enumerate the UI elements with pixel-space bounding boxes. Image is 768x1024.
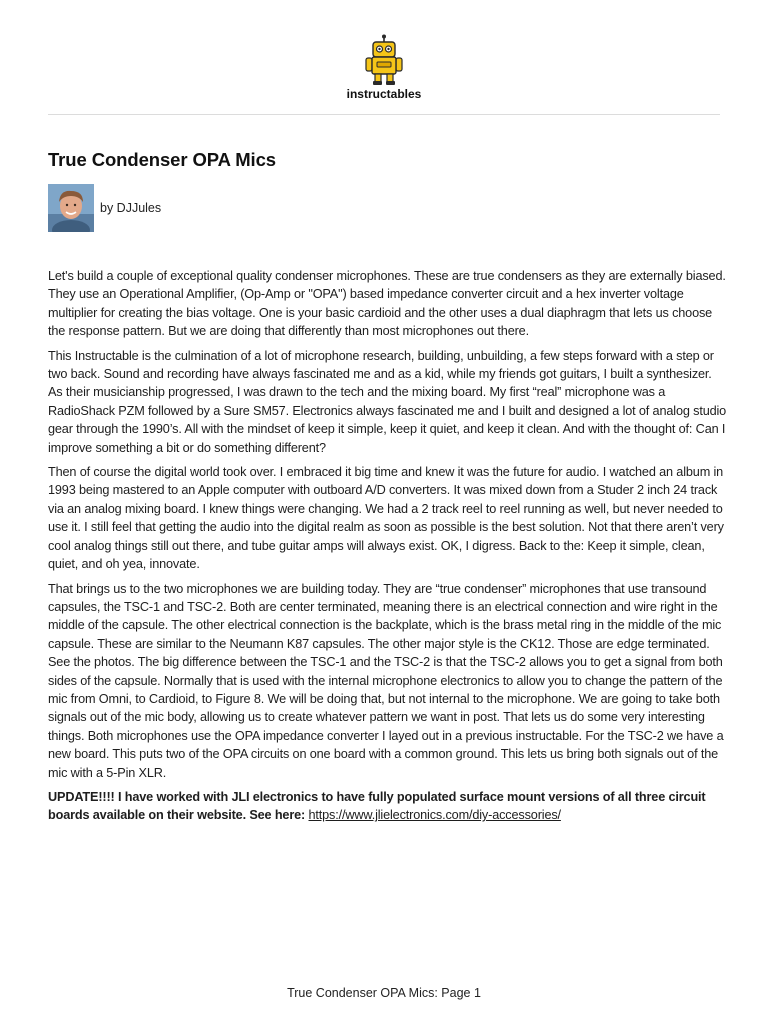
page-footer: True Condenser OPA Mics: Page 1: [287, 986, 481, 1000]
header: [0, 0, 768, 116]
paragraph-intro: Let's build a couple of exceptional quality condenser microphones. These are true condensers as they are externally biased. They use an Operational Amplifier, (Op-Amp or "OPA") based impedance converter circuit and a hex inverter voltage multiplier for creating the bias voltage. One is your basic cardioid and the other uses a dual diaphragm that lets us choose the response pattern. But we are doing that differently than most microphones out there.: [48, 269, 726, 339]
update-text: UPDATE!!!! I have worked with JLI electronics to have fully populated surface mount versions of all three circuit boards available on their website. See here:: [48, 789, 706, 823]
header-divider: [48, 114, 720, 115]
paragraph-digital: Then of course the digital world took over. I embraced it big time and knew it was the future for audio. I watched an album in 1993 being mastered to an Apple computer with outboard A/D converters. It was mixed down from a Studer 2 inch 24 track via an analog mixing board. I knew things were changing. We had a 2 track reel to reel running as well, but never needed to use it. I still feel that getting the audio into the digital realm as soon as possible is the best solution. Not that there aren’t very cool analog things still out there, and tube guitar amps will always exist. OK, I digress. Back to the: Keep it simple, clean, quiet, and oh yea, innovate.: [48, 465, 724, 572]
update-note: [48, 788, 728, 825]
robot-mascot-icon[interactable]: [362, 34, 406, 86]
brand-name[interactable]: instructables: [346, 87, 422, 101]
paragraph-background: This Instructable is the culmination of a lot of microphone research, building, unbuilding, a few steps forward with a step or two back. Sound and recording have always fascinated me and as a kid, while my friends got guitars, I built a synthesizer. As their musicianship progressed, I was drawn to the tech and the mixing board. My first “real” microphone was a RadioShack PZM followed by a Sure SM57. Electronics always fascinated me and I built and designed a lot of analog studio gear through the 1990’s. All with the mindset of keep it simple, keep it quiet, and keep it clean. And with the thought of: Can I improve something a bit or do something different?: [48, 348, 727, 455]
jli-electronics-link[interactable]: https://www.jlielectronics.com/diy-accessories/: [308, 808, 561, 823]
page-title: True Condenser OPA Mics: [48, 149, 276, 170]
author-byline[interactable]: by DJJules: [100, 201, 162, 215]
author-avatar[interactable]: [48, 184, 94, 232]
article-body: [48, 267, 728, 831]
paragraph-capsules: That brings us to the two microphones we are building today. They are “true condenser” microphones that use transound capsules, the TSC-1 and TSC-2. Both are center terminated, meaning there is an electrical connection and wire right in the middle of the capsule. The other electrical connection is the backplate, which is the brass metal ring in the middle of the mic capsule. These are similar to the Neumann K87 capsules. The other major style is the CK12. Those are edge terminated. See the photos. The big difference between the TSC-1 and the TSC-2 is that the TSC-2 allows you to get a signal from both sides of the capsule. Normally that is used with the internal microphone electronics to allow you to change the pattern of the mic from Omni, to Cardioid, to Figure 8. We will be doing that, but not internal to the microphone. We are going to take both signals out of the mic body, allowing us to create whatever pattern we want in post. That lets us do some very interesting things. Both microphones use the OPA impedance converter I layed out in a previous instructable. For the TSC-2 we have a new board. This puts two of the OPA circuits on one board with a common ground. This lets us bring both signals out of the mic with a 5-Pin XLR.: [48, 581, 724, 780]
